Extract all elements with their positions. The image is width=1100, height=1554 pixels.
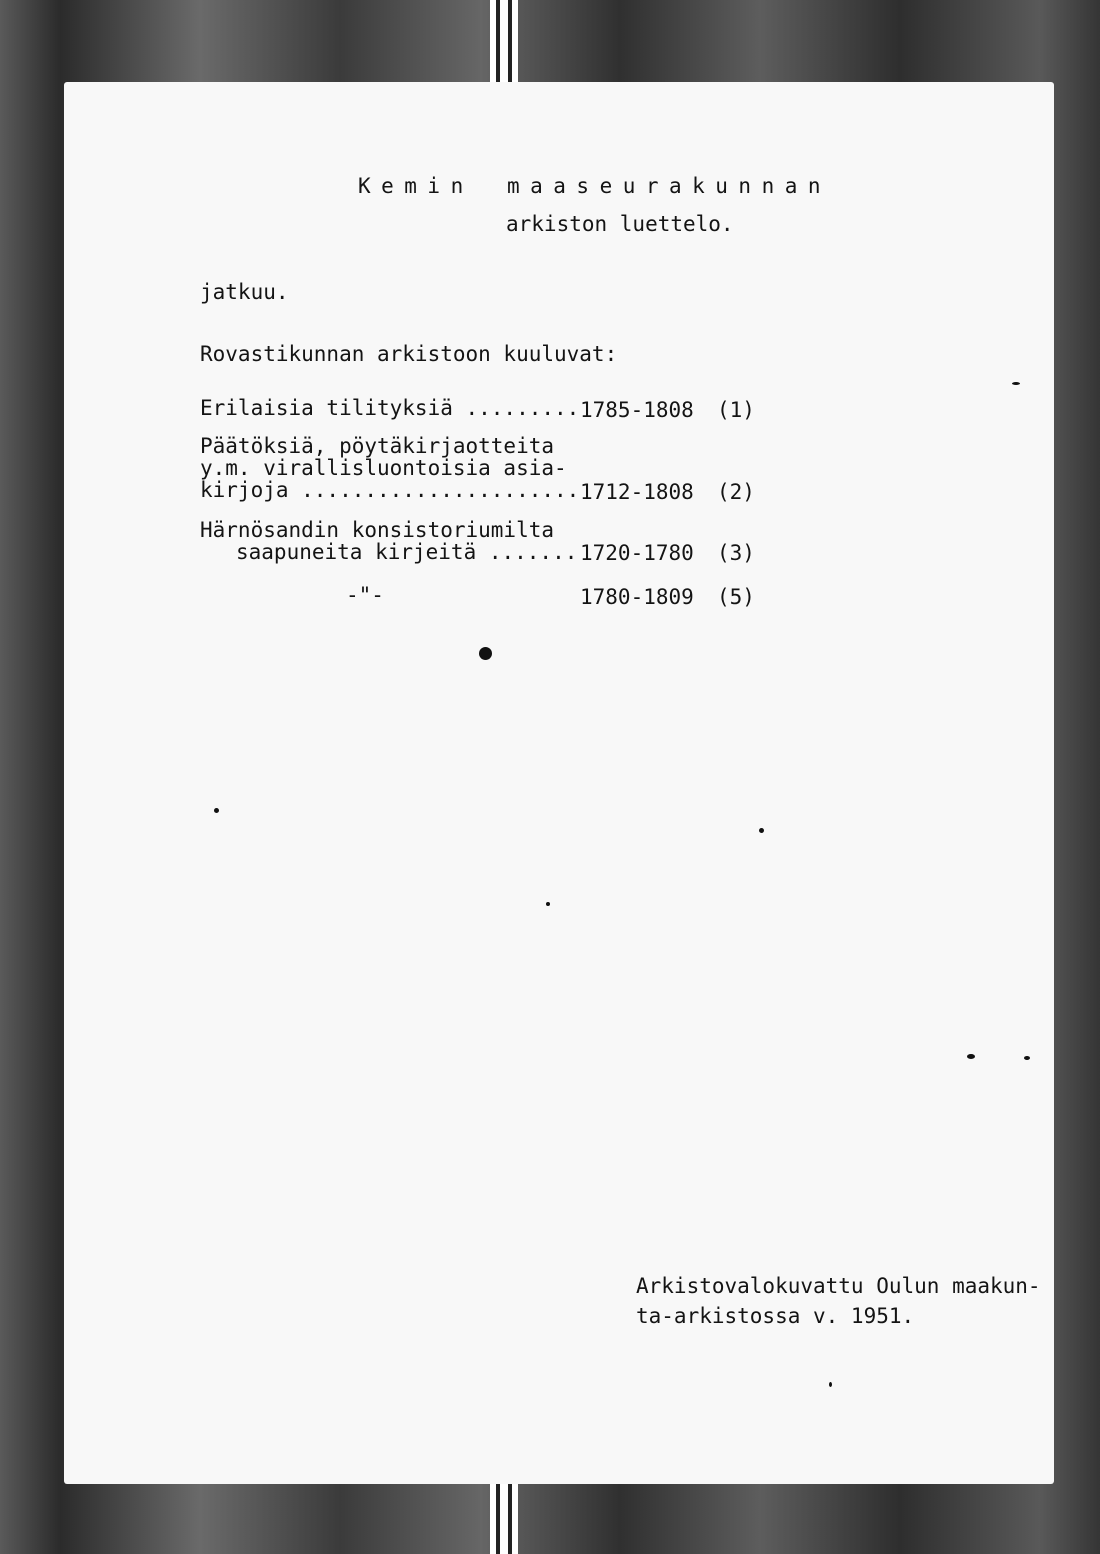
entry-4-ditto: -"- bbox=[346, 583, 384, 607]
entry-2-line-3: kirjoja ...................... bbox=[200, 478, 580, 502]
entry-1-title: Erilaisia tilityksiä ......... bbox=[200, 396, 580, 420]
dust-speck bbox=[1012, 382, 1020, 385]
section-heading: Rovastikunnan arkistoon kuuluvat: bbox=[200, 342, 618, 366]
entry-1-number: (1) bbox=[717, 398, 755, 422]
dust-speck bbox=[546, 902, 550, 906]
dust-speck bbox=[759, 828, 764, 833]
entry-3-years: 1720-1780 bbox=[580, 541, 694, 565]
entry-3-line-1: Härnösandin konsistoriumilta bbox=[200, 518, 555, 542]
film-edge-marker-bottom bbox=[490, 1484, 518, 1554]
header-title-part1: Kemin bbox=[358, 174, 474, 198]
footer-line-2: ta-arkistossa v. 1951. bbox=[636, 1304, 915, 1328]
dust-speck bbox=[1024, 1056, 1030, 1060]
entry-2-years: 1712-1808 bbox=[580, 480, 694, 504]
dust-speck bbox=[829, 1382, 832, 1387]
film-edge-marker-top bbox=[490, 0, 518, 82]
document-page bbox=[64, 82, 1054, 1484]
entry-2-line-2: y.m. virallisluontoisia asia- bbox=[200, 456, 567, 480]
entry-4-number: (5) bbox=[717, 585, 755, 609]
header-subtitle: arkiston luettelo. bbox=[506, 212, 734, 236]
ink-blot bbox=[479, 647, 492, 660]
entry-2-line-1: Päätöksiä, pöytäkirjaotteita bbox=[200, 434, 555, 458]
entry-3-number: (3) bbox=[717, 541, 755, 565]
continuation-note: jatkuu. bbox=[200, 280, 289, 304]
footer-line-1: Arkistovalokuvattu Oulun maakun- bbox=[636, 1274, 1041, 1298]
dust-speck bbox=[967, 1054, 975, 1059]
dust-speck bbox=[214, 808, 219, 813]
header-title-part2: maaseurakunnan bbox=[507, 174, 832, 198]
entry-3-line-2: saapuneita kirjeitä ....... bbox=[236, 540, 578, 564]
entry-1-years: 1785-1808 bbox=[580, 398, 694, 422]
entry-2-number: (2) bbox=[717, 480, 755, 504]
entry-4-years: 1780-1809 bbox=[580, 585, 694, 609]
